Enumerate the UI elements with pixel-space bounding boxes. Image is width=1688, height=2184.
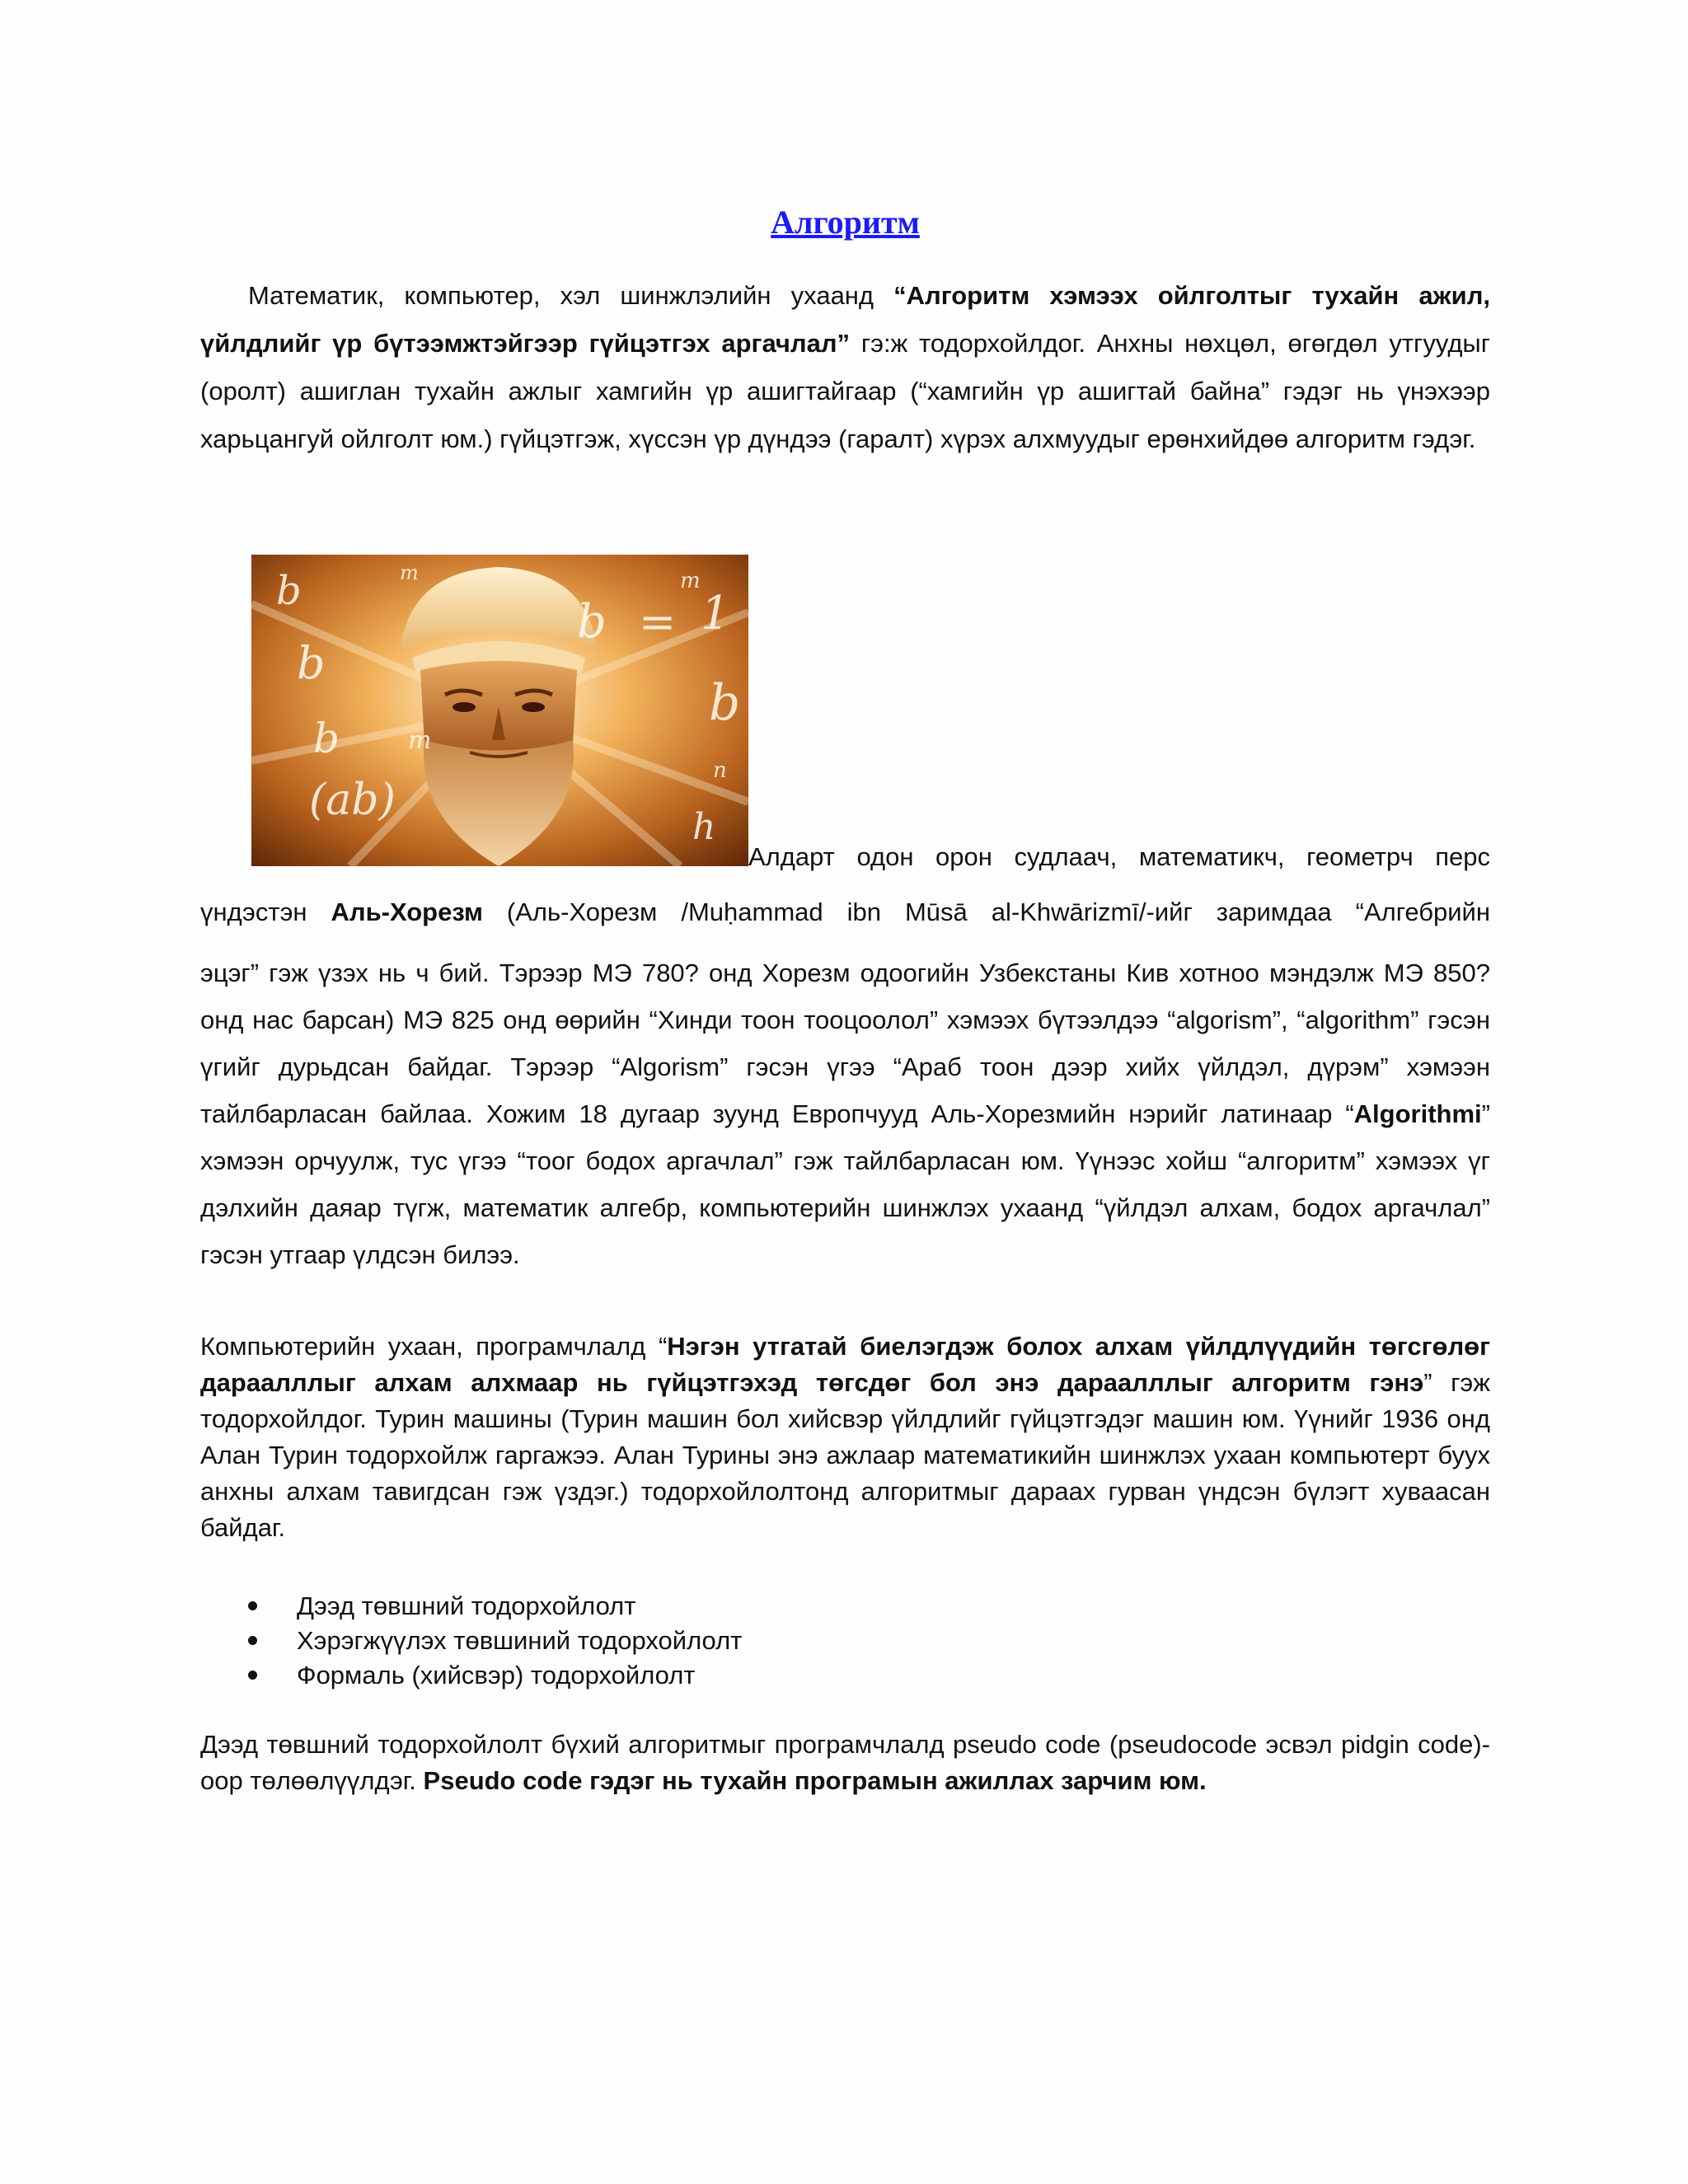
pseudocode-paragraph — [200, 1727, 1490, 1799]
math-letter: 1 — [701, 587, 730, 640]
intro-paragraph — [200, 272, 1490, 463]
math-letter: b — [709, 674, 741, 732]
math-letter: = — [639, 596, 677, 648]
math-letter: n — [713, 758, 727, 783]
math-letter: m — [400, 561, 419, 584]
math-letter: b — [313, 715, 340, 762]
cs-definition-paragraph — [200, 1329, 1490, 1546]
math-letter: b — [577, 595, 607, 649]
cs-text-1: Компьютерийн ухаан, програмчлалд “ — [200, 1332, 668, 1361]
math-letter: h — [692, 806, 716, 848]
cs-text-2: ” гэж тодорхойлдог. Турин машины (Турин машин бол хийсвэр үйлдлийг гүйцэтгэдэг машин юм. Үүнийг 1936 онд Алан Турин тодорхойлж гаргажээ. Алан Турины энэ ажлаар математикийн шинжлэх ухаан компьютерт буух анхны алхам тавигдсан гэж үздэг.) тодорхойлолтонд алгоритмыг дараах гурван үндсэн бүлэгт хуваасан байдаг. — [200, 1368, 1490, 1542]
intro-text-2: гэ:ж тодорхойлдог. Анхны нөхцөл, өгөгдөл утгуудыг (оролт) ашиглан тухайн ажлыг хамгийн үр ашигтайгаар (“хамгийн үр ашигтай байна” гэдэг нь үнэхээр харьцангуй ойлголт юм.) гүйцэтгэж, хүссэн үр дүндээ (гаралт) хүрэх алхмуудыг ерөнхийдөө алгоритм гэдэг. — [200, 329, 1490, 453]
list-item — [200, 1658, 1490, 1693]
list-item-text: Хэрэгжүүлэх төвшиний тодорхойлолт — [297, 1626, 743, 1655]
pseudocode-definition: Pseudo code гэдэг нь тухайн програмын ажиллах зарчим юм. — [423, 1766, 1207, 1795]
intro-text-1: Математик, компьютер, хэл шинжлэлийн ухаанд — [248, 281, 894, 310]
history-text-2: (Аль-Хорезм /Muḥammad ibn Mūsā al-Khwārizmī/-ийг заримдаа “Алгебрийн — [482, 898, 1490, 926]
history-rest — [200, 949, 1490, 1278]
history-text-3: эцэг” гэж үзэх нь ч бий. Тэрээр МЭ 780? онд Хорезм одоогийн Узбекстаны Кив хотноо мэндэлж МЭ 850? онд нас барсан) МЭ 825 онд өөрийн “Хинди тоон тооцоолол” хэмээх бүтээлдээ “algorism”, “algorithm” гэсэн үгийг дурьдсан байдаг. Тэрээр “Algorism” гэсэн үгээ “Араб тоон дээр хийх үйлдэл, дүрэм” хэмээн тайлбарласан байлаа. Хожим 18 дугаар зуунд Европчууд Аль-Хорезмийн нэрийг латинаар “ — [200, 958, 1490, 1128]
list-item — [200, 1624, 1490, 1658]
list-item-text: Формаль (хийсвэр) тодорхойлолт — [297, 1661, 696, 1690]
bullet-icon — [248, 1601, 257, 1610]
al-khwarizmi-name: Аль-Хорезм — [331, 898, 483, 926]
intro-definition: “Алгоритм хэмээх ойлголтыг тухайн ажил, үйлдлийг үр бүтээмжтэйгээр гүйцэтгэх аргачлал” — [200, 281, 1490, 358]
history-paragraph — [200, 888, 1490, 1278]
portrait-image — [251, 555, 748, 866]
page-title[interactable]: Алгоритм — [771, 204, 920, 241]
pseudocode-text: Дээд төвшний тодорхойлолт бүхий алгоритмыг програмчлалд pseudo code (pseudocode эсвэл pidgin code)-оор төлөөлүүлдэг. — [200, 1730, 1490, 1795]
math-letter: (ab) — [309, 776, 396, 825]
history-first-line: Алдарт одон орон судлаач, математикч, геометрч перс — [748, 842, 1490, 871]
math-letter: b — [276, 568, 302, 614]
history-line-2 — [200, 888, 1490, 936]
math-letter: m — [408, 726, 432, 755]
cs-definition: Нэгэн утгатай биелэгдэж болох алхам үйлдлүүдийн төгсгөлөг дараалллыг алхам алхмаар нь гүйцэтгэхэд төгсдөг бол энэ дараалллыг алгоритм гэнэ — [200, 1332, 1490, 1397]
math-letter: b — [297, 637, 326, 689]
history-text-4: ” хэмээн орчуулж, тус үгээ “тоог бодох аргачлал” гэж тайлбарласан юм. Үүнээс хойш “алгоритм” хэмээх үг дэлхийн даяар түгж, математик алгебр, компьютерийн шинжлэх ухаанд “үйлдэл алхам, бодох аргачлал” гэсэн утгаар үлдсэн билээ. — [200, 1099, 1490, 1269]
algorithmi-word: Algorithmi — [1353, 1099, 1482, 1128]
list-item — [200, 1589, 1490, 1624]
math-letter: m — [680, 569, 701, 593]
list-item-text: Дээд төвшний тодорхойлолт — [297, 1591, 636, 1620]
bullet-icon — [248, 1671, 257, 1680]
history-text-1: үндэстэн — [200, 898, 331, 926]
bullet-icon — [248, 1636, 257, 1645]
al-khwarizmi-portrait — [251, 555, 748, 866]
definition-levels-list — [200, 1589, 1490, 1693]
